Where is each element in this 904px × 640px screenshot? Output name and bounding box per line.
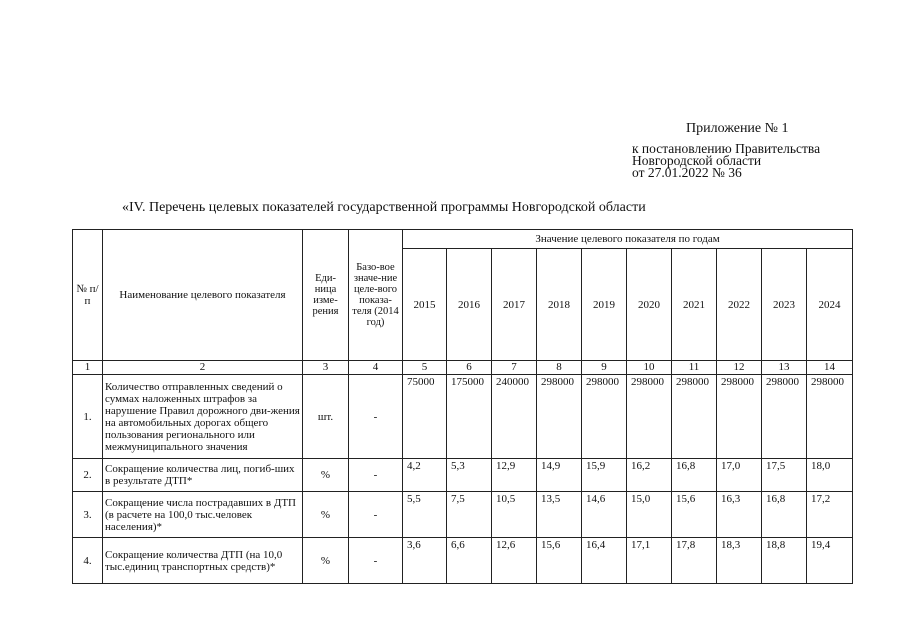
row-value: 5,5 [403,492,447,538]
row-name: Сокращение числа пострадавших в ДТП (в расчете на 100,0 тыс.человек населения)* [103,492,303,538]
row-name: Сокращение количества ДТП (на 10,0 тыс.единиц транспортных средств)* [103,538,303,584]
header-year: 2019 [582,249,627,361]
row-value: 298000 [582,375,627,459]
row-value: 298000 [762,375,807,459]
appendix-line-2: Новгородской области [632,153,762,168]
appendix-line-3: от 27.01.2022 № 36 [632,165,742,180]
row-value: 17,1 [627,538,672,584]
row-num: 4. [73,538,103,584]
row-value: 75000 [403,375,447,459]
row-value: 6,6 [447,538,492,584]
row-name: Количество отправленных сведений о суммах наложенных штрафов за нарушение Правил дорожного дви-жения на автомобильных дорогах общего пользования регионального или межмуниципального значения [103,375,303,459]
column-number: 5 [403,361,447,375]
header-base: Базо-вое значе-ние целе-вого показа-теля (2014 год) [349,230,403,361]
row-value: 16,3 [717,492,762,538]
row-value: 298000 [717,375,762,459]
document-heading: «IV. Перечень целевых показателей государственной программы Новгородской области [122,200,646,215]
appendix-line-1: к постановлению Правительства [632,141,821,156]
column-number: 9 [582,361,627,375]
row-value: 18,0 [807,459,853,492]
table-row [73,492,853,538]
row-value: 16,4 [582,538,627,584]
row-value: 10,5 [492,492,537,538]
row-base: - [349,538,403,584]
row-unit: % [303,492,349,538]
header-year: 2020 [627,249,672,361]
row-value: 240000 [492,375,537,459]
header-year: 2018 [537,249,582,361]
column-number: 2 [103,361,303,375]
row-value: 17,0 [717,459,762,492]
row-value: 175000 [447,375,492,459]
row-value: 14,6 [582,492,627,538]
row-base: - [349,492,403,538]
column-number: 1 [73,361,103,375]
column-number: 7 [492,361,537,375]
row-name: Сокращение количества лиц, погиб-ших в результате ДТП* [103,459,303,492]
row-value: 12,9 [492,459,537,492]
header-unit: Еди-ница изме-рения [303,230,349,361]
row-value: 15,0 [627,492,672,538]
row-value: 18,3 [717,538,762,584]
row-value: 4,2 [403,459,447,492]
row-value: 298000 [807,375,853,459]
column-number: 12 [717,361,762,375]
row-value: 19,4 [807,538,853,584]
column-number: 8 [537,361,582,375]
row-value: 12,6 [492,538,537,584]
row-value: 17,2 [807,492,853,538]
table-row [73,459,853,492]
row-unit: шт. [303,375,349,459]
table-row [73,375,853,459]
row-value: 5,3 [447,459,492,492]
row-value: 16,2 [627,459,672,492]
header-year: 2017 [492,249,537,361]
row-value: 15,6 [537,538,582,584]
header-year: 2024 [807,249,853,361]
row-value: 16,8 [672,459,717,492]
header-years-group: Значение целевого показателя по годам [403,230,853,249]
column-number: 14 [807,361,853,375]
header-year: 2016 [447,249,492,361]
header-year: 2022 [717,249,762,361]
row-base: - [349,459,403,492]
row-value: 18,8 [762,538,807,584]
row-value: 15,6 [672,492,717,538]
row-value: 15,9 [582,459,627,492]
row-value: 14,9 [537,459,582,492]
row-value: 13,5 [537,492,582,538]
row-value: 17,8 [672,538,717,584]
row-num: 1. [73,375,103,459]
column-number: 3 [303,361,349,375]
column-number: 13 [762,361,807,375]
column-number: 4 [349,361,403,375]
column-number: 6 [447,361,492,375]
column-number: 11 [672,361,717,375]
header-year: 2023 [762,249,807,361]
table-row [73,538,853,584]
row-value: 7,5 [447,492,492,538]
row-value: 298000 [627,375,672,459]
row-value: 17,5 [762,459,807,492]
row-value: 16,8 [762,492,807,538]
appendix-title: Приложение № 1 [686,121,789,136]
header-name: Наименование целевого показателя [103,230,303,361]
header-year: 2021 [672,249,717,361]
header-year: 2015 [403,249,447,361]
header-num: № п/п [73,230,103,361]
row-num: 3. [73,492,103,538]
row-unit: % [303,538,349,584]
row-value: 3,6 [403,538,447,584]
row-value: 298000 [537,375,582,459]
indicators-table [72,229,853,584]
row-value: 298000 [672,375,717,459]
row-base: - [349,375,403,459]
row-num: 2. [73,459,103,492]
row-unit: % [303,459,349,492]
column-number: 10 [627,361,672,375]
